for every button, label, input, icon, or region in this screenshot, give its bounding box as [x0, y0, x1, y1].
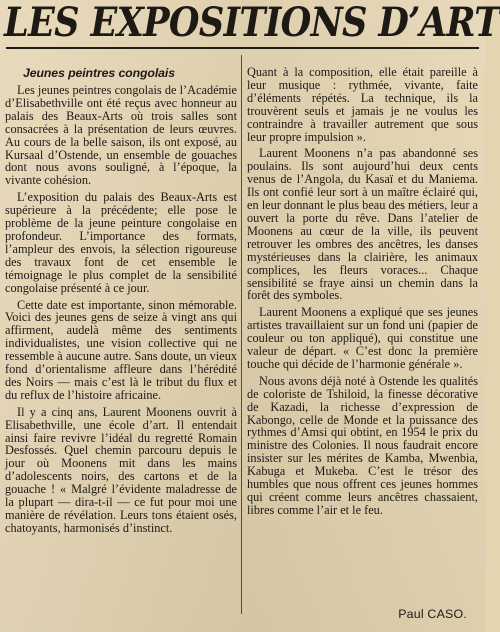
page-title: LES EXPOSITIONS D’ART: [4, 0, 500, 46]
left-article-column: [5, 66, 237, 539]
column-divider: [241, 55, 242, 614]
article-paragraph-4: Il y a cinq ans, Laurent Moonens ouvrit à Elisabethville, une école d’art. Il entendait ainsi faire revivre l’idéal du regretté Romain Desfossés. Quel chemin parcouru depuis le jour où Moonens mit dans les mains d’adolescents noirs, des cartons et de la gouache ! « Malgré l’évidente maladresse de la plupart — dira-t-il — ce fut pour moi une manière de révélation. Leurs tons étaient osés, chatoyants, harmonisés d’instinct.: [5, 404, 237, 535]
right-article-column: [247, 66, 478, 521]
article-paragraph-2: L’exposition du palais des Beaux-Arts est supérieure à la précédente; elle pose le problème de la jeune peinture congolaise en profondeur. L’importance des formats, l’ampleur des envois, la sélection rigoureuse des travaux font de cet ensemble le témoignage le plus complet de la sensibilité congolaise présenté à ce jour.: [5, 190, 237, 295]
article-subheading: Jeunes peintres congolais: [23, 66, 175, 80]
article-paragraph-7: Laurent Moonens a expliqué que ses jeunes artistes travaillaient sur un fond uni (papier de couleur ou ton appliqué), qui constitue une valeur de départ. « C’est donc la première touche qui décide de l’harmonie générale ».: [247, 305, 478, 371]
article-paragraph-8: Nous avons déjà noté à Ostende les qualités de coloriste de Tshiloid, la finesse décorative de Kazadi, la richesse d’expression de Kabongo, celle de Monde et la puissance des rythmes d’Amsi qui obtint, en 1954 le prix du ministre des Colonies. Il nous faudrait encore insister sur les mérites de Kamba, Mwenbia, Kabuga et Mukeba. C’est le trésor des humbles que nous offrent ces jeunes hommes qui créent comme leurs ancêtres chassaient, libres comme l’air et le feu.: [247, 373, 478, 517]
article-paragraph-1: Les jeunes peintres congolais de l’Académie d’Elisabethville ont été reçus avec honneur au palais des Beaux-Arts où trois salles sont consacrées à la présentation de leurs œuvres. Au cours de la belle saison, ils ont exposé, au Kursaal d’Ostende, un ensemble de gouaches dont nous avons souligné, à l’époque, la vivante cohésion.: [5, 83, 237, 188]
headline-rule: [6, 47, 479, 49]
article-paragraph-6: Laurent Moonens n’a pas abandonné ses poulains. Ils sont aujourd’hui deux cents venus de l’Angola, du Kasaï et du Maniema. Ils ont confié leur sort à un maître éclairé qui, en leur donnant le plus beau des métiers, leur a ouvert la porte du rêve. Dans l’atelier de Moonens au cœur de la ville, ils peuvent retrouver les ombres des ancêtres, les danses mystérieuses dans la clairière, les animaux complices, les fleurs voraces... Chaque sensibilité se fraye ainsi un chemin dans la forêt des symboles.: [247, 146, 478, 303]
author-signature: Paul CASO.: [398, 607, 467, 621]
article-paragraph-5: Quant à la composition, elle était pareille à leur musique : rythmée, vivante, faite d’éléments répétés. La technique, ils la trouvèrent seuls et jamais je ne voulus les contraindre à travailler autrement que sous leur propre impulsion ».: [247, 65, 478, 144]
article-paragraph-3: Cette date est importante, sinon mémorable. Voici des jeunes gens de seize à vingt ans qui affirment, audelà même des sentiments individualistes, une vision collective qui ne ressemble à aucune autre. Sans doute, un vieux fond d’orientalisme affleure dans l’hérédité des Noirs — mais c’est là le tribut du flux et du reflux de l’histoire africaine.: [5, 297, 237, 402]
